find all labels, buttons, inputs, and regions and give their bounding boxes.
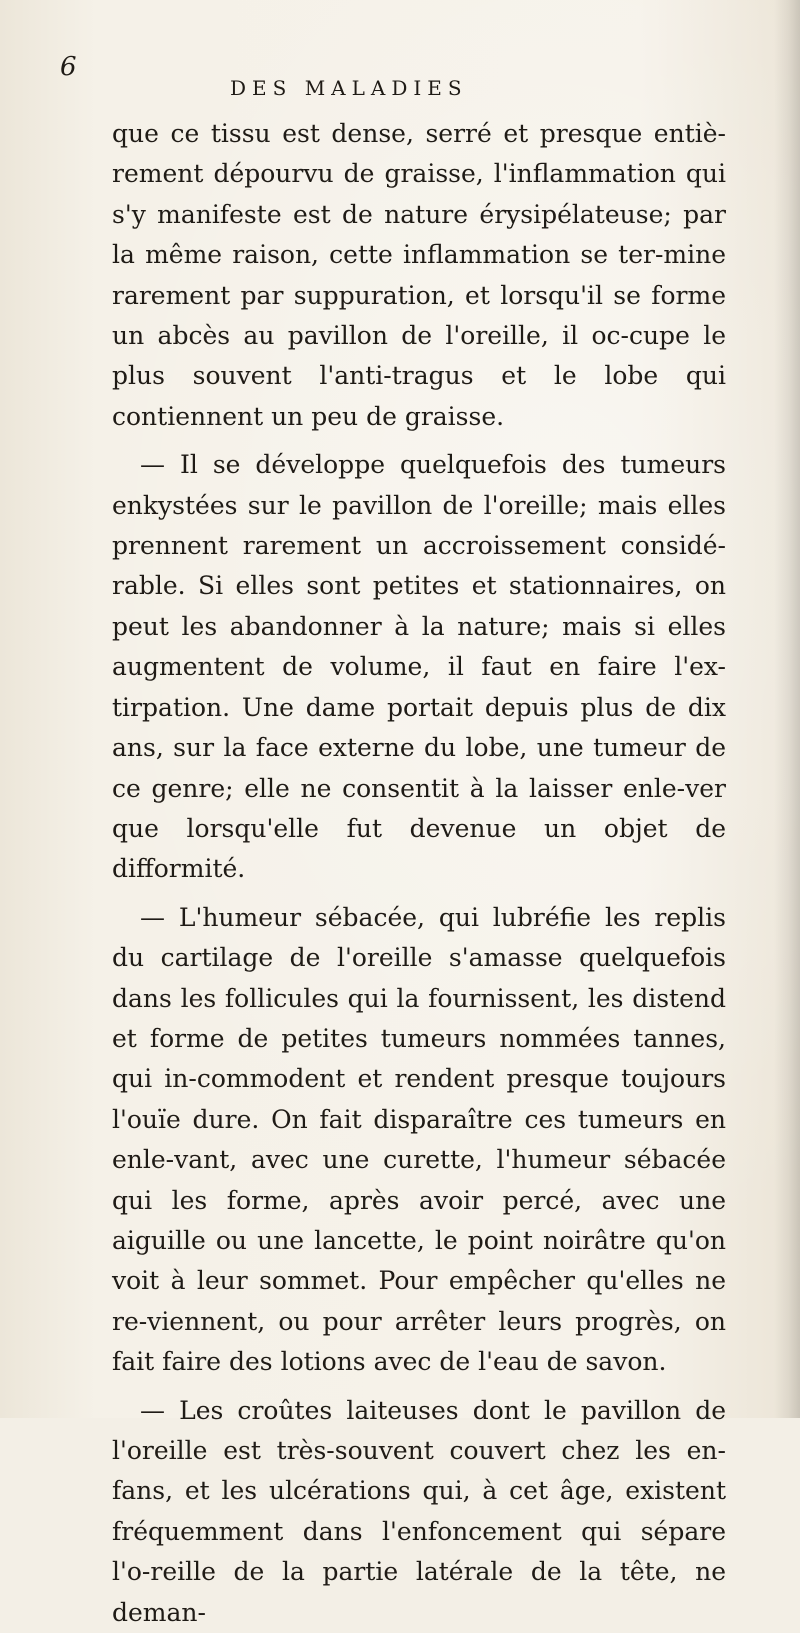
paragraph-tumeurs-enkystees: — Il se développe quelquefois des tumeurs enkystées sur le pavillon de l'oreille; mais elles prennent rarement un accroissement considé-rable. Si elles sont petites et stationnaires, on peut les abandonner à la nature; mais si elles augmentent de volume, il faut en faire l'ex-tirpation. Une dame portait depuis plus de dix ans, sur la face externe du lobe, une tumeur de ce genre; elle ne consentit à la laisser enle-ver que lorsqu'elle fut devenue un objet de difformité.: [112, 450, 726, 884]
page-edge-shadow: [774, 0, 800, 1418]
body-text: [112, 114, 726, 1633]
page-number: 6: [60, 52, 77, 82]
paragraph-croutes-laiteuses: — Les croûtes laiteuses dont le pavillon de l'oreille est très-souvent couvert chez les en-fans, et les ulcérations qui, à cet âge, existent fréquemment dans l'enfoncement qui sépare l'o-reille de la partie latérale de la tête, ne deman-: [112, 1395, 726, 1627]
paragraph-humeur-sebacee: — L'humeur sébacée, qui lubréfie les replis du cartilage de l'oreille s'amasse quelquefois dans les follicules qui la fournissent, les distend et forme de petites tumeurs nommées tannes, qui in-commodent et rendent presque toujours l'ouïe dure. On fait disparaître ces tumeurs en enle-vant, avec une curette, l'humeur sébacée qui les forme, après avoir percé, avec une aiguille ou une lancette, le point noirâtre qu'on voit à leur sommet. Pour empêcher qu'elles ne re-viennent, ou pour arrêter leurs progrès, on fait faire des lotions avec de l'eau de savon.: [112, 902, 726, 1377]
paragraph-continued: que ce tissu est dense, serré et presque entiè-rement dépourvu de graisse, l'inflammation qui s'y manifeste est de nature érysipélateuse; par la même raison, cette inflammation se ter-mine rarement par suppuration, et lorsqu'il se forme un abcès au pavillon de l'oreille, il oc-cupe le plus souvent l'anti-tragus et le lobe qui contiennent un peu de graisse.: [112, 119, 726, 431]
running-head: DES MALADIES: [230, 76, 468, 100]
